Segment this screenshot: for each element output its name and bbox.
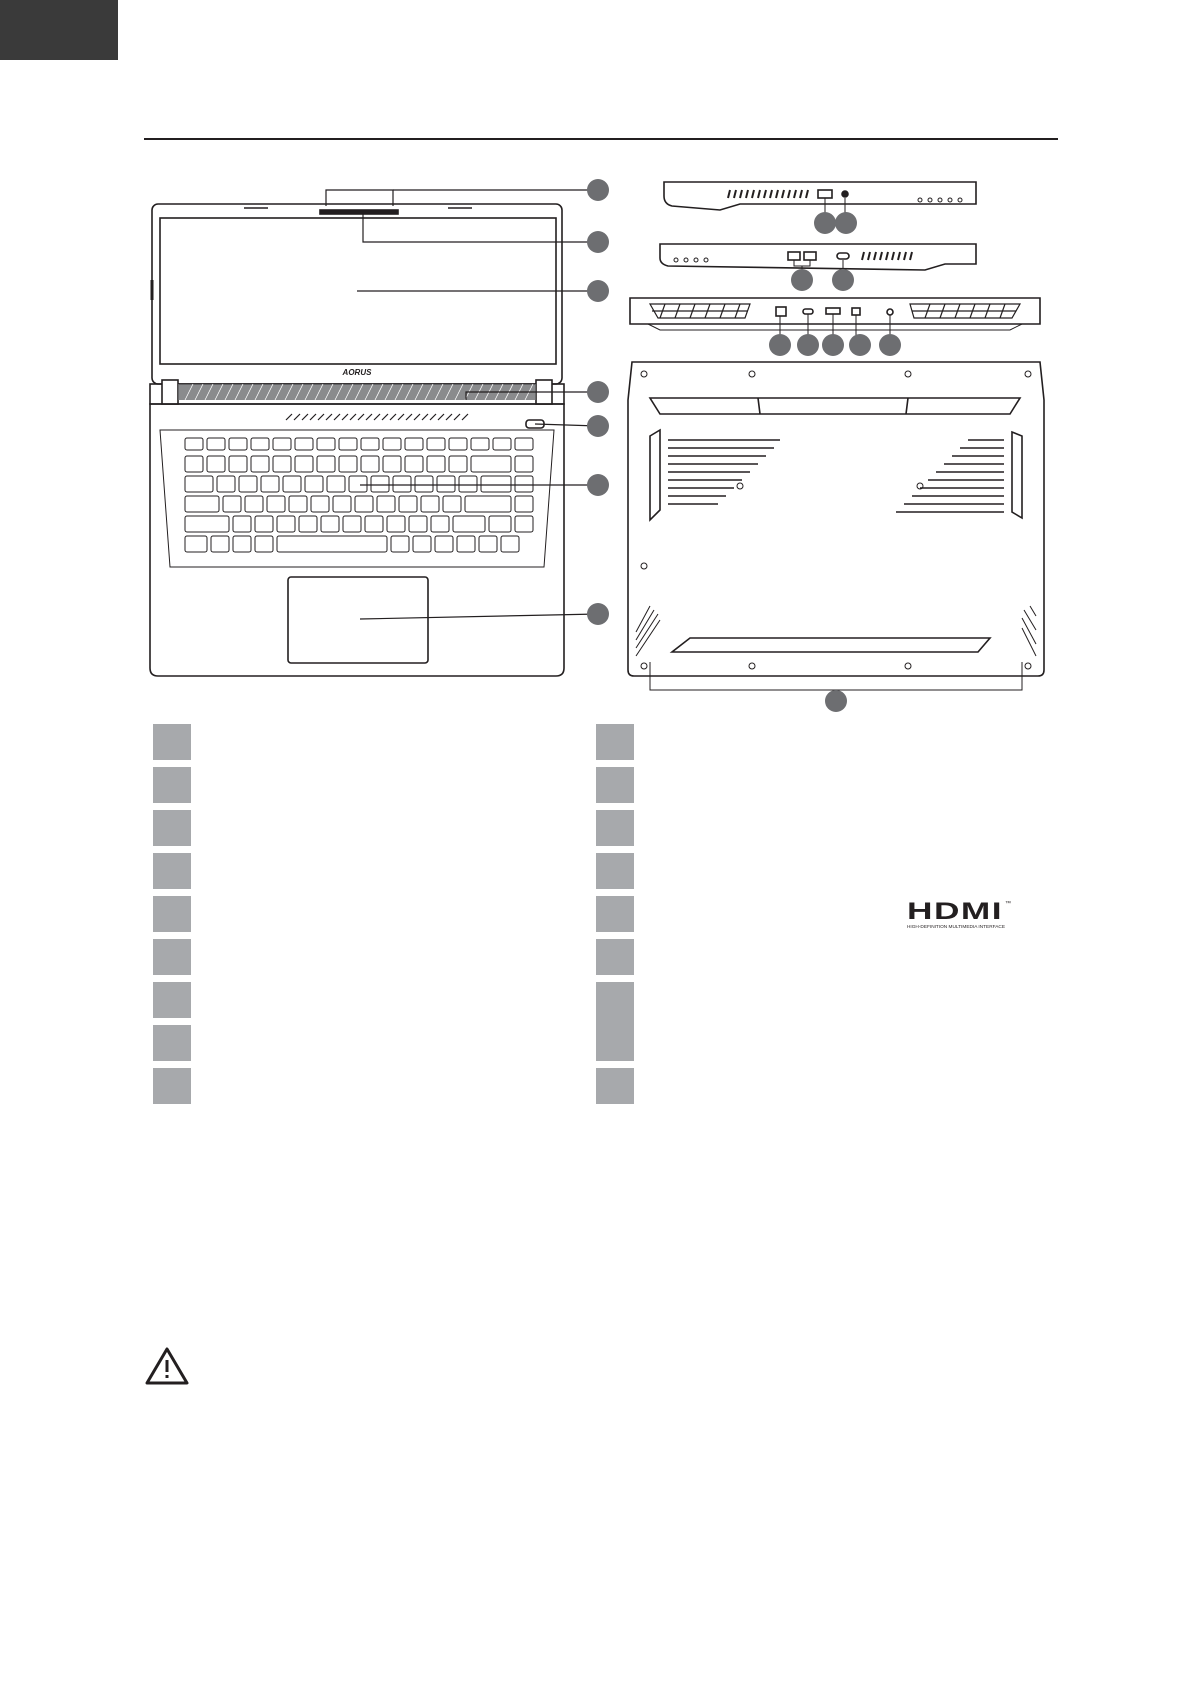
laptop-rear-view [630,298,1040,336]
warning-icon [144,1346,190,1386]
legend-marker-2 [153,767,191,803]
legend-marker-14 [596,896,634,932]
laptop-bottom-view [628,362,1044,696]
callout-9 [835,212,857,234]
callout-2 [587,231,609,253]
legend-marker-1 [153,724,191,760]
callout-14 [822,334,844,356]
callout-10 [791,269,813,291]
legend-marker-5 [153,896,191,932]
legend-marker-8 [153,1025,191,1061]
svg-text:HDMI: HDMI [907,898,1003,925]
laptop-top-view [150,204,564,676]
callout-15 [849,334,871,356]
hdmi-logo [905,898,1015,930]
laptop-side-view-1 [664,182,976,214]
callout-markers [587,179,901,712]
callout-12 [769,334,791,356]
callout-13 [797,334,819,356]
callout-17 [825,690,847,712]
legend-marker-6 [153,939,191,975]
svg-text:HIGH-DEFINITION MULTIMEDIA INT: HIGH-DEFINITION MULTIMEDIA INTERFACE [907,924,1005,929]
laptop-side-view-2 [660,244,976,272]
touchpad [288,577,428,663]
legend-marker-4 [153,853,191,889]
callout-4 [587,381,609,403]
callout-6 [587,474,609,496]
legend-marker-11 [596,767,634,803]
callout-8 [814,212,836,234]
legend-marker-13 [596,853,634,889]
legend-marker-3 [153,810,191,846]
legend-marker-9 [153,1068,191,1104]
legend-marker-17 [596,1068,634,1104]
legend-marker-10 [596,724,634,760]
callout-1 [587,179,609,201]
legend-marker-12 [596,810,634,846]
callout-7 [587,603,609,625]
aorus-logo: AORUS [342,368,372,377]
callout-16 [879,334,901,356]
callout-5 [587,415,609,437]
callout-11 [832,269,854,291]
legend-marker-15 [596,939,634,975]
svg-text:™: ™ [1005,901,1011,907]
keyboard [185,438,533,552]
callout-3 [587,280,609,302]
legend-marker-16 [596,982,634,1061]
legend-marker-7 [153,982,191,1018]
